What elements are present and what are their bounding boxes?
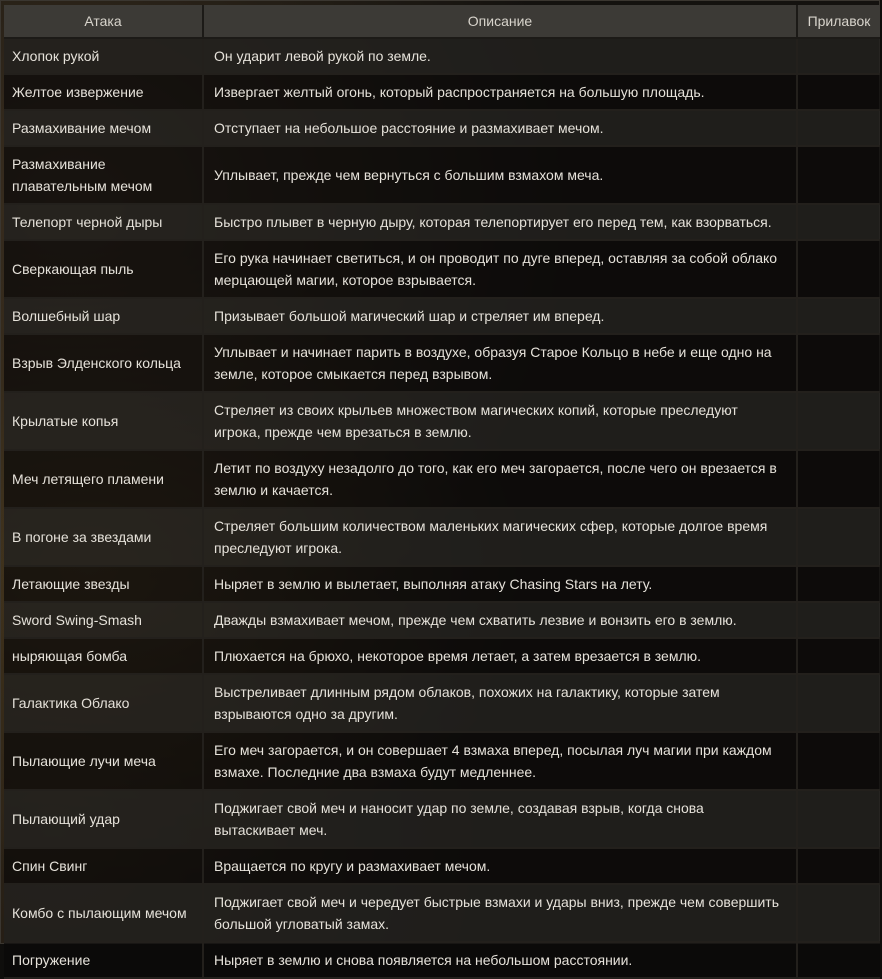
stance-cell (798, 791, 880, 849)
attack-description-cell: Его меч загорается, и он совершает 4 взмаха вперед, посылая луч магии при каждом взмахе. Последние два взмаха будут медленнее. (204, 733, 798, 791)
stance-cell (798, 567, 880, 603)
table-row (4, 885, 880, 943)
attack-name-cell: В погоне за звездами (4, 509, 204, 567)
attack-name-cell: Телепорт черной дыры (4, 205, 204, 241)
attack-name-cell: Летающие звезды (4, 567, 204, 603)
stance-cell (798, 451, 880, 509)
stance-cell (798, 675, 880, 733)
table-row (4, 849, 880, 885)
stance-cell (798, 733, 880, 791)
table-row (4, 675, 880, 733)
attack-name-cell: Спин Свинг (4, 849, 204, 885)
attack-description-cell: Он ударит левой рукой по земле. (204, 39, 798, 75)
table-row (4, 205, 880, 241)
attack-description-cell: Стреляет большим количеством маленьких магических сфер, которые долгое время преследуют игрока. (204, 509, 798, 567)
stance-cell (798, 241, 880, 299)
attack-name-cell: Размахивание плавательным мечом (4, 147, 204, 205)
table-row (4, 299, 880, 335)
attack-name-cell: Погружение (4, 943, 204, 979)
attack-name-cell: Волшебный шар (4, 299, 204, 335)
stance-cell (798, 75, 880, 111)
attack-name-cell: Меч летящего пламени (4, 451, 204, 509)
attack-description-cell: Ныряет в землю и вылетает, выполняя атаку Chasing Stars на лету. (204, 567, 798, 603)
header-stance[interactable]: Прилавок (798, 5, 880, 39)
attack-description-cell: Плюхается на брюхо, некоторое время летает, а затем врезается в землю. (204, 639, 798, 675)
stance-cell (798, 299, 880, 335)
attack-description-cell: Призывает большой магический шар и стреляет им вперед. (204, 299, 798, 335)
table-row (4, 75, 880, 111)
stance-cell (798, 943, 880, 979)
table-row (4, 509, 880, 567)
attack-description-cell: Вращается по кругу и размахивает мечом. (204, 849, 798, 885)
table-row (4, 943, 880, 979)
table-row (4, 603, 880, 639)
attack-description-cell: Поджигает свой меч и наносит удар по земле, создавая взрыв, когда снова вытаскивает меч. (204, 791, 798, 849)
stance-cell (798, 603, 880, 639)
attack-description-cell: Уплывает, прежде чем вернуться с большим взмахом меча. (204, 147, 798, 205)
attack-name-cell: Галактика Облако (4, 675, 204, 733)
attack-name-cell: Крылатые копья (4, 393, 204, 451)
table-header-row (4, 5, 880, 39)
table-row (4, 147, 880, 205)
table-row (4, 39, 880, 75)
stance-cell (798, 885, 880, 943)
stance-cell (798, 639, 880, 675)
table-row (4, 241, 880, 299)
table-row (4, 733, 880, 791)
stance-cell (798, 205, 880, 241)
attack-name-cell: Пылающий удар (4, 791, 204, 849)
attack-description-cell: Быстро плывет в черную дыру, которая телепортирует его перед тем, как взорваться. (204, 205, 798, 241)
table-row (4, 393, 880, 451)
attack-name-cell: Хлопок рукой (4, 39, 204, 75)
attack-description-cell: Летит по воздуху незадолго до того, как его меч загорается, после чего он врезается в землю и качается. (204, 451, 798, 509)
attack-name-cell: Взрыв Элденского кольца (4, 335, 204, 393)
table-row (4, 791, 880, 849)
attack-description-cell: Поджигает свой меч и чередует быстрые взмахи и удары вниз, прежде чем совершить большой угловатый замах. (204, 885, 798, 943)
stance-cell (798, 509, 880, 567)
table-row (4, 567, 880, 603)
attack-description-cell: Извергает желтый огонь, который распространяется на большую площадь. (204, 75, 798, 111)
attack-description-cell: Ныряет в землю и снова появляется на небольшом расстоянии. (204, 943, 798, 979)
stance-cell (798, 335, 880, 393)
stance-cell (798, 393, 880, 451)
attack-description-cell: Дважды взмахивает мечом, прежде чем схватить лезвие и вонзить его в землю. (204, 603, 798, 639)
header-attack[interactable]: Атака (4, 5, 204, 39)
header-description[interactable]: Описание (204, 5, 798, 39)
attack-table (4, 5, 880, 979)
attack-description-cell: Отступает на небольшое расстояние и размахивает мечом. (204, 111, 798, 147)
table-row (4, 451, 880, 509)
attack-description-cell: Уплывает и начинает парить в воздухе, образуя Старое Кольцо в небе и еще одно на земле, которое смыкается перед взрывом. (204, 335, 798, 393)
attack-description-cell: Стреляет из своих крыльев множеством магических копий, которые преследуют игрока, прежде чем врезаться в землю. (204, 393, 798, 451)
table-row (4, 335, 880, 393)
attack-name-cell: Размахивание мечом (4, 111, 204, 147)
stance-cell (798, 39, 880, 75)
attack-name-cell: Желтое извержение (4, 75, 204, 111)
attack-name-cell: Sword Swing-Smash (4, 603, 204, 639)
attack-name-cell: Сверкающая пыль (4, 241, 204, 299)
table-row (4, 111, 880, 147)
attack-name-cell: ныряющая бомба (4, 639, 204, 675)
attack-description-cell: Выстреливает длинным рядом облаков, похожих на галактику, которые затем взрываются одно за другим. (204, 675, 798, 733)
attack-name-cell: Пылающие лучи меча (4, 733, 204, 791)
stance-cell (798, 147, 880, 205)
attack-name-cell: Комбо с пылающим мечом (4, 885, 204, 943)
stance-cell (798, 849, 880, 885)
attack-description-cell: Его рука начинает светиться, и он проводит по дуге вперед, оставляя за собой облако мерцающей магии, которое взрывается. (204, 241, 798, 299)
stance-cell (798, 111, 880, 147)
table-row (4, 639, 880, 675)
